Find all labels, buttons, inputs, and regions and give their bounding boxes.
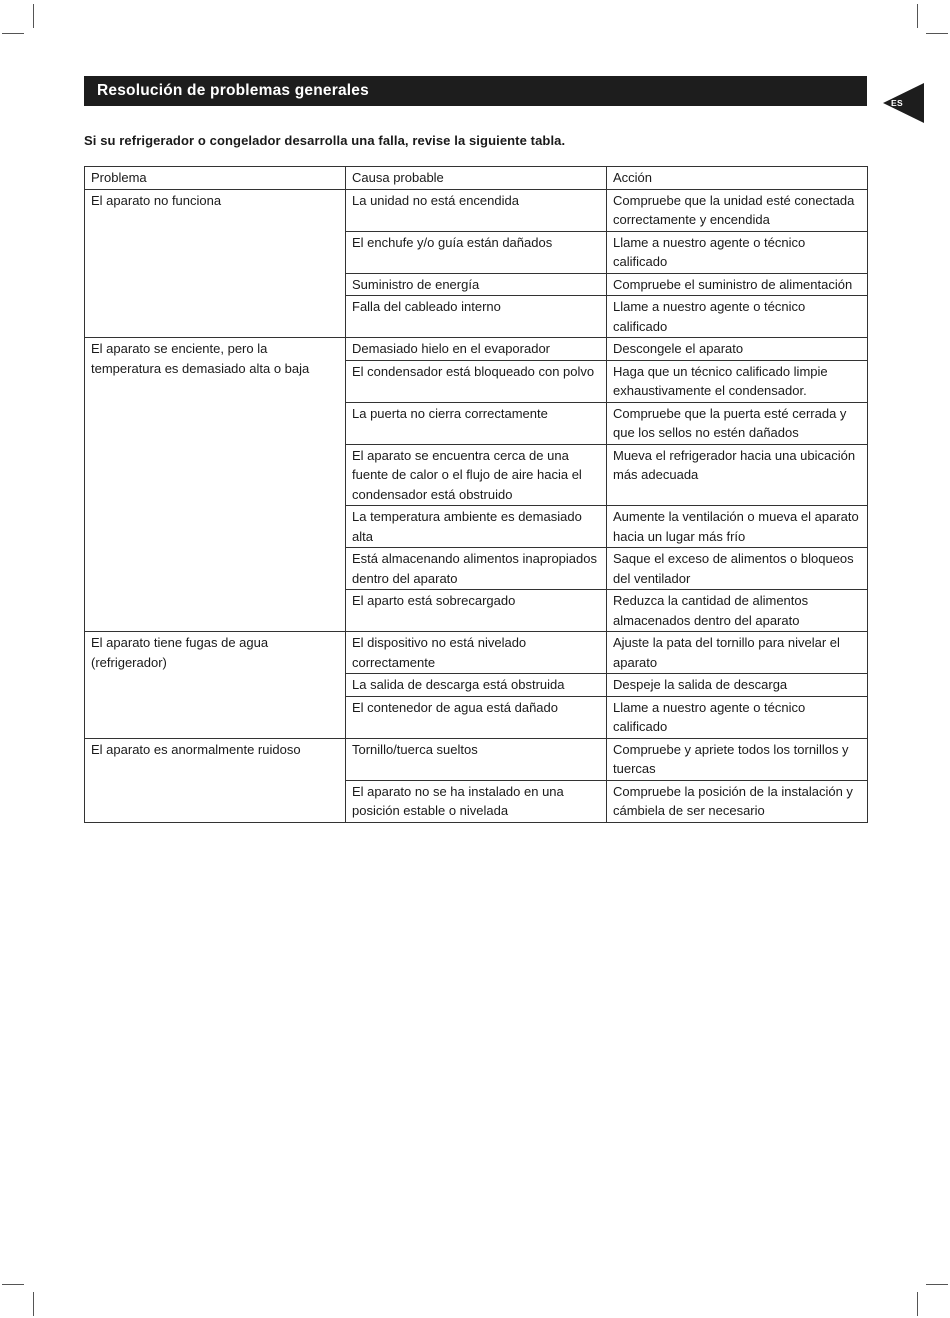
crop-mark [917, 1292, 918, 1316]
action-cell: Compruebe que la puerta esté cerrada y que los sellos no estén dañados [607, 402, 868, 444]
action-cell: Despeje la salida de descarga [607, 674, 868, 697]
column-header-cause: Causa probable [346, 167, 607, 190]
cause-cell: El condensador está bloqueado con polvo [346, 360, 607, 402]
cause-cell: La temperatura ambiente es demasiado alta [346, 506, 607, 548]
crop-mark [33, 1292, 34, 1316]
table-row [85, 189, 868, 231]
crop-mark [2, 1284, 24, 1285]
crop-mark [926, 33, 948, 34]
action-cell: Reduzca la cantidad de alimentos almacenados dentro del aparato [607, 590, 868, 632]
action-cell: Llame a nuestro agente o técnico calificado [607, 696, 868, 738]
action-cell: Llame a nuestro agente o técnico calificado [607, 296, 868, 338]
cause-cell: Falla del cableado interno [346, 296, 607, 338]
table-row [85, 738, 868, 780]
action-cell: Compruebe y apriete todos los tornillos y tuercas [607, 738, 868, 780]
language-tab-label: ES [891, 98, 903, 108]
action-cell: Compruebe el suministro de alimentación [607, 273, 868, 296]
action-cell: Llame a nuestro agente o técnico calificado [607, 231, 868, 273]
action-cell: Mueva el refrigerador hacia una ubicación más adecuada [607, 444, 868, 506]
crop-mark [917, 4, 918, 28]
cause-cell: El aparato se encuentra cerca de una fuente de calor o el flujo de aire hacia el condensador está obstruido [346, 444, 607, 506]
column-header-action: Acción [607, 167, 868, 190]
problem-cell: El aparato no funciona [85, 189, 346, 338]
action-cell: Compruebe que la unidad esté conectada correctamente y encendida [607, 189, 868, 231]
cause-cell: El contenedor de agua está dañado [346, 696, 607, 738]
column-header-problem: Problema [85, 167, 346, 190]
cause-cell: Demasiado hielo en el evaporador [346, 338, 607, 361]
cause-cell: El enchufe y/o guía están dañados [346, 231, 607, 273]
crop-mark [33, 4, 34, 28]
action-cell: Descongele el aparato [607, 338, 868, 361]
crop-mark [926, 1284, 948, 1285]
cause-cell: La salida de descarga está obstruida [346, 674, 607, 697]
cause-cell: El aparto está sobrecargado [346, 590, 607, 632]
problem-cell: El aparato se enciente, pero la temperatura es demasiado alta o baja [85, 338, 346, 632]
table-header-row [85, 167, 868, 190]
table-row [85, 338, 868, 361]
action-cell: Compruebe la posición de la instalación y cámbiela de ser necesario [607, 780, 868, 822]
cause-cell: Suministro de energía [346, 273, 607, 296]
cause-cell: El dispositivo no está nivelado correctamente [346, 632, 607, 674]
action-cell: Saque el exceso de alimentos o bloqueos del ventilador [607, 548, 868, 590]
troubleshooting-table [84, 166, 868, 823]
problem-cell: El aparato tiene fugas de agua (refrigerador) [85, 632, 346, 739]
crop-mark [2, 33, 24, 34]
cause-cell: Está almacenando alimentos inapropiados dentro del aparato [346, 548, 607, 590]
cause-cell: La puerta no cierra correctamente [346, 402, 607, 444]
action-cell: Ajuste la pata del tornillo para nivelar el aparato [607, 632, 868, 674]
table-row [85, 632, 868, 674]
section-title: Resolución de problemas generales [84, 76, 867, 106]
language-tab-icon [883, 83, 924, 123]
cause-cell: Tornillo/tuerca sueltos [346, 738, 607, 780]
action-cell: Aumente la ventilación o mueva el aparato hacia un lugar más frío [607, 506, 868, 548]
cause-cell: La unidad no está encendida [346, 189, 607, 231]
action-cell: Haga que un técnico calificado limpie exhaustivamente el condensador. [607, 360, 868, 402]
problem-cell: El aparato es anormalmente ruidoso [85, 738, 346, 822]
intro-text: Si su refrigerador o congelador desarrolla una falla, revise la siguiente tabla. [84, 133, 566, 148]
cause-cell: El aparato no se ha instalado en una posición estable o nivelada [346, 780, 607, 822]
